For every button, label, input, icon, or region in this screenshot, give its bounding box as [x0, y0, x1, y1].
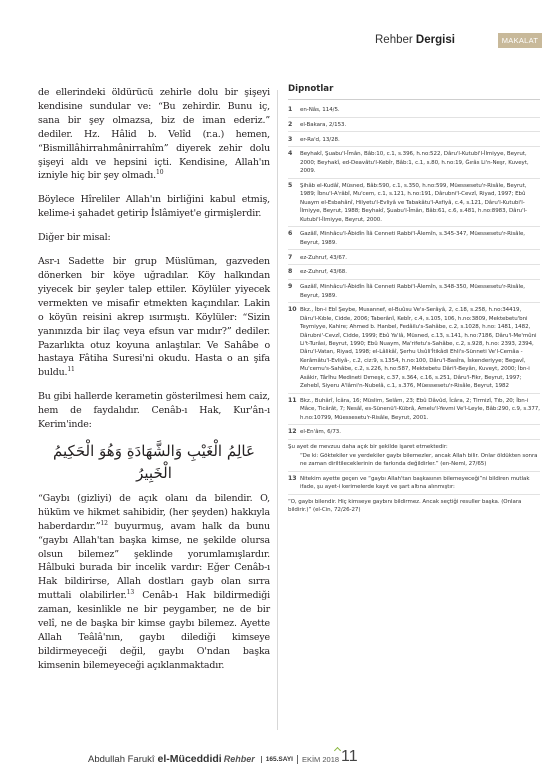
footer-magazine: Rehber	[223, 754, 255, 764]
page-footer	[0, 740, 553, 771]
footnote-item: 7 ez-Zuhruf, 43/67.	[288, 254, 540, 266]
footnote-continuation: Şu ayet de mevzuu daha açık bir şekilde işaret etmektedir:	[288, 444, 448, 451]
footnote-number: 6	[288, 230, 293, 238]
footer-date: EKİM 2018	[297, 755, 343, 764]
column-divider	[277, 90, 278, 730]
footnote-item: 6 Gazâlî, Minhâcu'l-Âbidîn İlâ Cenneti Rabbi'l-Âlemîn, s.345-347, Müessesetu'r-Risâle, Beyrut, 1989.	[288, 230, 540, 250]
footnote-number: 11	[288, 396, 297, 404]
footnote-item: 10 Bkz., İbn-i Ebî Şeybe, Musannef, el-Buûsu Ve's-Serâyâ, 2, c.18, s.258, h.no:34419, Dâru'l-Kıble, Cidde, 2006; Taberânî, Kebîr, c.4, s.105, 106, h.no:3809, Mektebetu'bni Teymiyye, Kahire; Ahmed b. Hanbel, Fedâilu's-Sahâbe, c.2, s.1028, h.no: 1481, 1482, Dârubni'-Cevzî, Cidde, 1999; Ebû Ya'lâ, Müsned, c.13, s.141, h.no:7186, Dâru'l-Me'mûni Li't-Turâsi, Beyrut, 1990; Ebû Nuaym, Ma'rifetu's-Sahâbe, c.2, s.928, h.no: 2393, 2394, Dâru'l-Vatan, Riyad, 1998; el-Lâlikâî, Şerhu Usûli'İtikâdi Ehli's-Sünneti Ve'l-Cemâa -Kerâmâtu'l-Evliyâ-, c.2, ciz:9, s.1354, h.no:100, Dâru'l-Basîra, İskenderiyye; Begavî, Mu'cemu's-Sahâbe, c.2, s.226, h.no:587, Mektebetu Dâri'l-Beyân, Kuveyt, 2000; İbn-i Asâkir, Târîhu Medineti Dımeşk, c.37, s.364, c.16, s.251, Dâru'l-Fikr, Beyrut, 1997; Zehebî, Siyeru A'lâmi'n-Nubelâ, c.1, s.376, Müessesetu'r-Risâle, Beyrut, 1982	[288, 306, 540, 393]
footnote-number: 5	[288, 181, 293, 189]
footnote-item: 3 er-Ra'd, 13/28.	[288, 136, 540, 148]
footnote-number: 8	[288, 268, 293, 276]
article-paragraph: Diğer bir misal:	[38, 232, 111, 244]
footnote-item: 9 Gazâlî, Minhâcu'l-Âbidîn İlâ Cenneti Rabbi'l-Âlemîn, s.348-350, Müessesetu'r-Risâle, Beyrut, 1989.	[288, 283, 540, 303]
footnote-number: 7	[288, 253, 293, 261]
section-tab: MAKALAT	[498, 33, 542, 48]
article-body	[38, 86, 270, 673]
footnote-ref: 13	[126, 589, 134, 597]
footnote-ref: 11	[67, 366, 75, 374]
footer-author: Abdullah Farukî	[88, 753, 155, 765]
footnote-ref: 10	[156, 169, 164, 177]
article-paragraph: Böylece Hîreliler Allah'ın birliğini kabul etmiş, kelime-i şahadet getirip İslâmiyet'e girmişlerdir.	[38, 194, 270, 220]
footer-section: el-Müceddidi	[157, 753, 222, 765]
footnote-ref: 12	[100, 519, 108, 527]
footer-bar	[88, 752, 343, 766]
footnote-quote: “O, gaybı bilendir. Hiç kimseye gaybını bildirmez. Ancak seçtiği resuller başka. (Onlara bildirir.)” (el-Cin, 72/26-27)	[288, 498, 522, 514]
article-paragraph: de ellerindeki öldürücü zehirle dolu bir şişeyi kendisine sundular ve: “Bu zehirdir. Bunu iç, sana bir şey olmazsa, biz de iman ederiz.” dediler. Hz. Hâlid b. Velîd (r.a.) hemen, “Bismillâhirrahmânirrahîm” diyerek zehir dolu şişeyi aldı ve hepsini içti. Kendisine, Allah'ın izniyle hiç bir şey olmadı.$^{10}$	[38, 87, 270, 182]
page-number: 11	[341, 748, 358, 765]
footnotes-heading: Dipnotlar	[288, 84, 540, 100]
article-paragraph: “Gaybı (gizliyi) de açık olanı da bilendir. O, hüküm ve hikmet sahibidir, (her şeyden) hakkıyla haberdardır.”$^{12}$ buyurmuş, avam halk da bunu “gaybı Allah'tan başka kimse, ne şekilde olursa olsun bilemez” şeklinde yorumlamışlardır. Hâlbuki burada bir incelik vardır: Eğer Cenâb-ı Hak bildirirse, Allah dostları gayb olan sırra muttali olabilirler.$^{13}$ Cenâb-ı Hak bildirmediği zaman, kesinlikle ne bir peygamber, ne de bir velî, ne de başka bir kimse gaybı bilemez. Ayette Allah Teâlâ'nın, gaybı dilediği kimseye bildirmeyeceği değil, gaybı O'ndan başka kimsenin bilemeyeceği açıklanmaktadır.	[38, 492, 270, 671]
footnote-number: 12	[288, 428, 297, 436]
footnote-item: 12 el-En'âm, 6/73.	[288, 428, 540, 440]
footnote-item: 8 ez-Zuhruf, 43/68.	[288, 268, 540, 280]
magazine-title	[375, 34, 455, 46]
footnote-number: 9	[288, 283, 293, 291]
footnote-number: 10	[288, 306, 297, 314]
magazine-title-light: Rehber	[375, 34, 416, 46]
footnote-number: 1	[288, 106, 293, 113]
footnote-quote: “De ki: Göktekiler ve yerdekiler gaybı bilemezler, ancak Allah bilir. Onlar öldükten sonra ne zaman diriltileceklerinin de farkında değildirler.” (en-Neml, 27/65)	[288, 452, 540, 472]
footnote-item: 11 Bkz., Buhârî, İcâra, 16; Müslim, Selâm, 23; Ebû Dâvûd, İcâra, 2; Tirmizî, Tıb, 20; İbn-i Mâce, Ticârât, 7; Nesâî, es-Sünenü'l-Kübrâ, Amelu'l-Yevmi Ve'l-Leyle, Bâb:290, c.9, s.377, h.no:10799, Müessesetu'r-Risâle, Beyrut, 2001.	[288, 397, 540, 425]
footnote-number: 2	[288, 120, 293, 128]
footer-issue: 165.SAYI	[261, 756, 297, 763]
arabic-verse: عَالِمُ الْغَيْبِ وَالشَّهَادَةِ وَهُوَ الْحَكِيمُ الْخَبِيرُ	[53, 441, 255, 482]
footnote-number: 3	[288, 135, 293, 143]
page-header	[0, 0, 553, 60]
article-paragraph: Bu gibi hallerde kerametin gösterilmesi hem caiz, hem de faydalıdır. Cenâb-ı Hak, Kur'ân-ı Kerim'inde:	[38, 391, 270, 431]
footnote-item: 13 Nitekim ayette geçen ve “gaybı Allah'tan başkasının bilemeyeceği”ni bildiren mutlak ifade, şu ayet-i kerimelerde kayıt ve şart altına alınmıştır:	[288, 475, 540, 495]
footnote-item: 5 Şihâb el-Kudâî, Müsned, Bâb:590, c.1, s.350, h.no:599, Müessesetu'r-Risâle, Beyrut, 1989; İbnu'l-A'râbî, Mu'cem, c.1, s.121, h.no:191, Dârubni'l-Cevzî, Riyad, 1997; Ebû Nuaym el-Esbahânî, Hilyetu'l-Evliyâ ve Tabakâtu'l-Asfiyâ, c.4, s.121, Dâru'l-Kutubi'l-İlmiyye, Beyrut, 1988; Beyhakî, Şuabu'l-Îmân, Bâb:61, c.6, s.481, h.no:8983, Dâru'l-Kutubi'l-İlmiyye, Beyrut, 2000.	[288, 182, 540, 227]
footnote-item: 1 en-Nâs, 114/5.	[288, 106, 540, 118]
magazine-title-bold: Dergisi	[415, 34, 455, 46]
footnote-item: 2 el-Bakara, 2/153.	[288, 121, 540, 133]
footnotes-column	[288, 84, 540, 515]
footnote-number: 4	[288, 150, 293, 158]
article-paragraph: Asr-ı Sadette bir grup Müslüman, gazveden dönerken bir köye uğradılar. Köy halkından yiyecek bir şeyler talep ettiler. Köylüler yiyecek vermekten ve misafir etmekten kaçındılar. Lakin o köyün reisini akrep ısırmıştı. Köylüler: “Sizin yanınızda bir ilaç veya efsun var mıdır?” dediler. Pazarlıkta otuz koyuna anlaştılar. Ve Sahâbe o hastaya Fâtiha Suresi'ni okudu. Hasta o an şifa buldu.$^{11}$	[38, 256, 270, 379]
footnote-item: 4 Beyhakî, Şuabu'l-Îmân, Bâb:10, c.1, s.396, h.no:522, Dâru'l-Kutubi'l-İlmiyye, Beyrut, 2000; Beyhakî, ed-Deavâtu'l-Kebîr, Bâb:1, c.1, s.80, h.no:19, Ğırâs Li'n-Neşr, Kuveyt, 2009.	[288, 150, 540, 178]
footnote-number: 13	[288, 474, 297, 482]
